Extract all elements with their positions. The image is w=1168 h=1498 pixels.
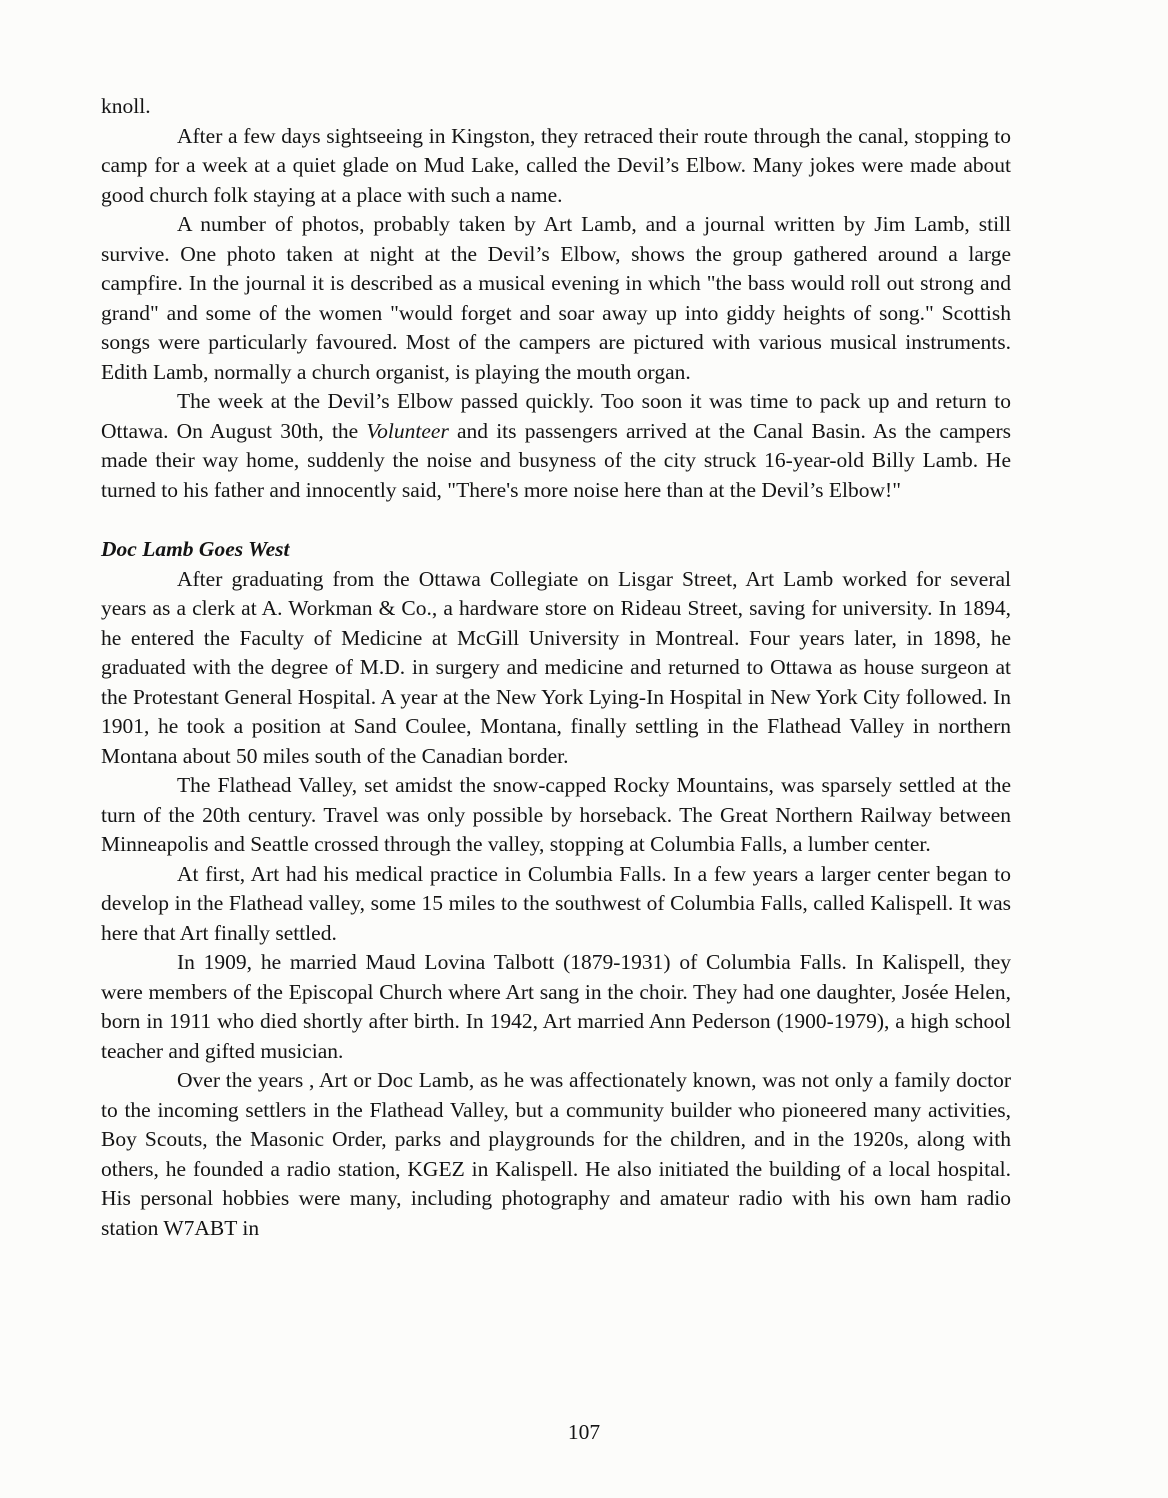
paragraph-continuation: knoll. bbox=[101, 94, 151, 118]
section-heading: Doc Lamb Goes West bbox=[101, 537, 290, 561]
paragraph-kingston: After a few days sightseeing in Kingston, they retraced their route through the canal, stopping to camp for a week at a quiet glade on Mud Lake, called the Devil’s Elbow. Many jokes were made about good church folk staying at a place with such a name. bbox=[101, 123, 1011, 207]
paragraph-marriage: In 1909, he married Maud Lovina Talbott (1879-1931) of Columbia Falls. In Kalispell, they were members of the Episcopal Church where Art sang in the choir. They had one daughter, Josée Helen, born in 1911 who died shortly after birth. In 1942, Art married Ann Pederson (1900-1979), a high school teacher and gifted musician. bbox=[101, 950, 1011, 1063]
paragraph-flathead-valley: The Flathead Valley, set amidst the snow-capped Rocky Mountains, was sparsely settled at the turn of the 20th century. Travel was only possible by horseback. The Great Northern Railway between Minneapolis and Seattle crossed through the valley, stopping at Columbia Falls, a lumber center. bbox=[101, 773, 1011, 856]
body-text bbox=[101, 92, 1011, 1243]
page-number: 107 bbox=[567, 1420, 601, 1444]
paragraph-medical-practice: At first, Art had his medical practice in Columbia Falls. In a few years a larger center began to develop in the Flathead valley, some 15 miles to the southwest of Columbia Falls, called Kalispell. It was here that Art finally settled. bbox=[101, 861, 1011, 945]
paragraph-graduation: After graduating from the Ottawa Collegiate on Lisgar Street, Art Lamb worked for several years as a clerk at A. Workman & Co., a hardware store on Rideau Street, saving for university. In 1894, he entered the Faculty of Medicine at McGill University in Montreal. Four years later, in 1898, he graduated with the degree of M.D. in surgery and medicine and returned to Ottawa as house surgeon at the Protestant General Hospital. A year at the New York Lying-In Hospital in New York City followed. In 1901, he took a position at Sand Coulee, Montana, finally settling in the Flathead Valley in northern Montana about 50 miles south of the Canadian border. bbox=[101, 566, 1011, 768]
paragraph-return-ottawa-part-2: and its passengers arrived at the Canal Basin. As the campers made their way home, suddenly the noise and busyness of the city struck 16-year-old Billy Lamb. He turned to his father and innocently said, "There's more noise here than at the Devil’s Elbow!" bbox=[101, 418, 1011, 502]
paragraph-return-ottawa bbox=[101, 387, 1011, 505]
boat-name-volunteer: Volunteer bbox=[366, 418, 449, 443]
paragraph-photos-journal: A number of photos, probably taken by Art Lamb, and a journal written by Jim Lamb, still survive. One photo taken at night at the Devil’s Elbow, shows the group gathered around a large campfire. In the journal it is described as a musical evening in which "the bass would roll out strong and grand" and some of the women "would forget and soar away up into giddy heights of song." Scottish songs were particularly favoured. Most of the campers are pictured with various musical instruments. Edith Lamb, normally a church organist, is playing the mouth organ. bbox=[101, 212, 1011, 384]
paragraph-return-ottawa-part-1: The week at the Devil’s Elbow passed quickly. Too soon it was time to pack up and return to Ottawa. On August 30th, the bbox=[101, 389, 1011, 443]
paragraph-community-builder: Over the years , Art or Doc Lamb, as he was affectionately known, was not only a family doctor to the incoming settlers in the Flathead Valley, but a community builder who pioneered many activities, Boy Scouts, the Masonic Order, parks and playgrounds for the children, and in the 1920s, along with others, he founded a radio station, KGEZ in Kalispell. He also initiated the building of a local hospital. His personal hobbies were many, including photography and amateur radio with his own ham radio station W7ABT in bbox=[101, 1068, 1011, 1240]
